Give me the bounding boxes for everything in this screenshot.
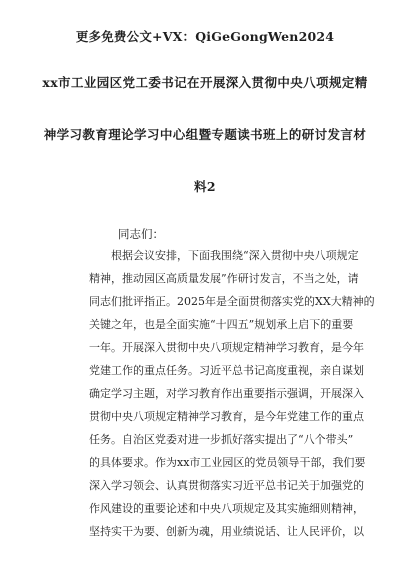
paragraph-line: 精神，推动园区高质量发展”作研讨发言，不当之处，请 bbox=[89, 272, 359, 285]
document-title-line-1: xx市工业园区党工委书记在开展深入贯彻中央八项规定精 bbox=[42, 75, 368, 90]
paragraph-line: 深入学习领会、认真贯彻落实习近平总书记关于加强党的 bbox=[89, 479, 364, 492]
watermark-header: 更多免费公文+VX：QiGeGongWen2024 bbox=[75, 29, 335, 44]
paragraph-line: 一年。开展深入贯彻中央八项规定精神学习教育，是今年 bbox=[89, 341, 364, 354]
paragraph-line: 任务。自治区党委对进一步抓好落实提出了“八个带头” bbox=[89, 433, 354, 446]
paragraph-line: 作风建设的重要论述和中央八项规定及其实施细则精神， bbox=[89, 502, 364, 515]
paragraph-line: 确定学习主题，对学习教育作出重要指示强调，开展深入 bbox=[89, 387, 364, 400]
document-title-line-2: 神学习教育理论学习中心组暨专题读书班上的研讨发言材 bbox=[43, 127, 367, 142]
paragraph-line: 关键之年，也是全面实施“十四五”规划承上启下的重要 bbox=[89, 318, 354, 331]
paragraph-line: 根据会议安排，下面我围绕“深入贯彻中央八项规定 bbox=[111, 249, 359, 262]
paragraph-line: 坚持实干为要、创新为魂，用业绩说话、让人民评价，以 bbox=[89, 525, 364, 538]
greeting: 同志们： bbox=[118, 227, 164, 241]
paragraph-line: 的具体要求。作为xx市工业园区的党员领导干部，我们要 bbox=[89, 456, 366, 469]
paragraph-line: 党建工作的重点任务。习近平总书记高度重视，亲自谋划 bbox=[89, 364, 364, 377]
document-title-line-3: 料2 bbox=[194, 179, 216, 194]
paragraph-line: 同志们批评指正。2025年是全面贯彻落实党的XX大精神的 bbox=[89, 295, 375, 308]
paragraph-line: 贯彻中央八项规定精神学习教育，是今年党建工作的重点 bbox=[89, 410, 364, 423]
